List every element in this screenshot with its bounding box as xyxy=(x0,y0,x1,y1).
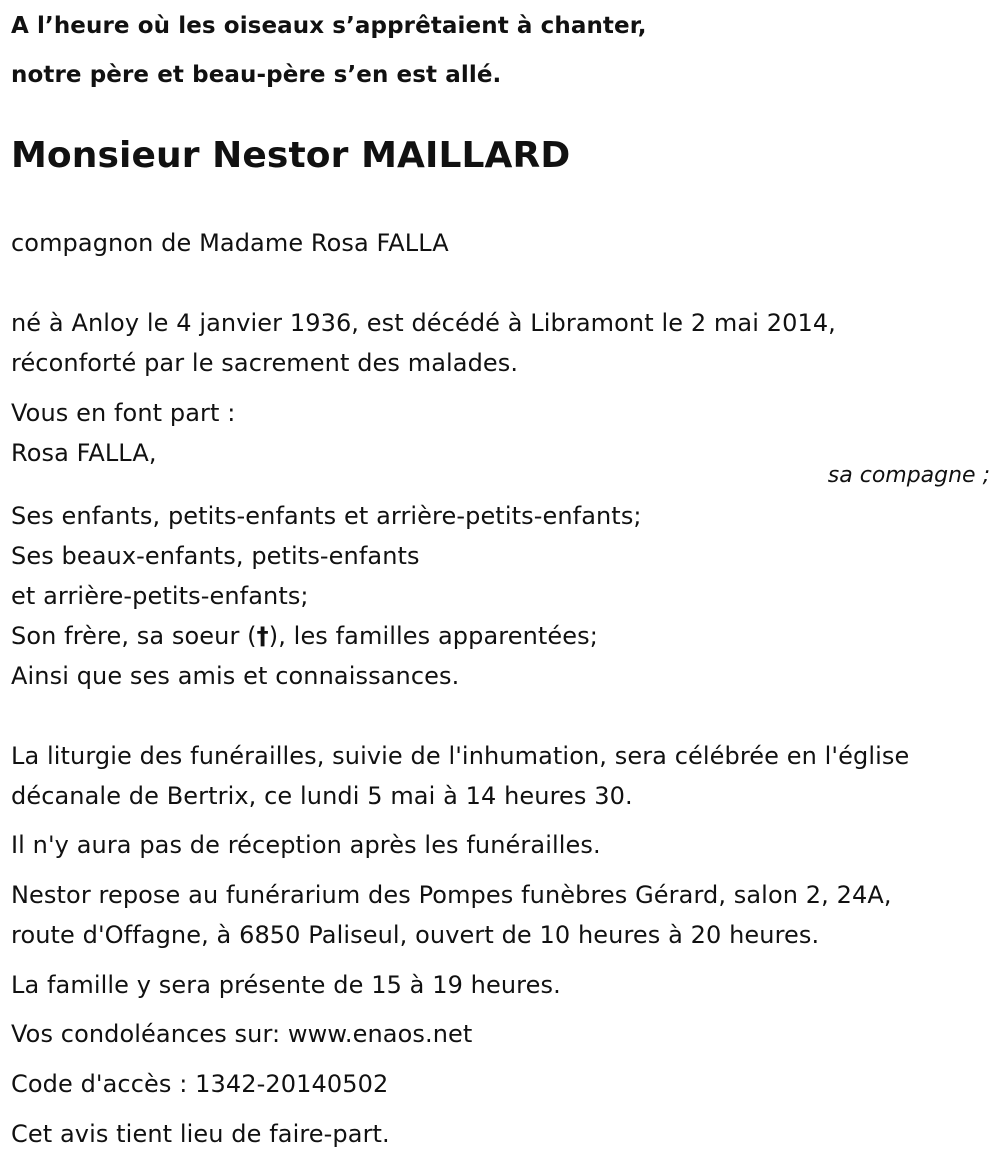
siblings-line xyxy=(11,620,598,652)
rest-line-1: Nestor repose au funérarium des Pompes funèbres Gérard, salon 2, 24A, xyxy=(11,881,892,909)
rest-line-2: route d'Offagne, à 6850 Paliseul, ouvert de 10 heures à 20 heures. xyxy=(11,921,820,949)
cross-icon: † xyxy=(256,622,269,650)
siblings-text-after: ), les familles apparentées; xyxy=(268,622,598,650)
intro-line-2: notre père et beau-père s’en est allé. xyxy=(11,62,502,88)
notice-line: Cet avis tient lieu de faire-part. xyxy=(11,1120,390,1148)
partner-role: sa compagne ; xyxy=(827,463,990,488)
condolences-line: Vos condoléances sur: www.enaos.net xyxy=(11,1020,473,1048)
family-line-2: Ses beaux-enfants, petits-enfants xyxy=(11,542,420,570)
partner-name: Rosa FALLA, xyxy=(11,439,157,467)
access-code-line: Code d'accès : 1342-20140502 xyxy=(11,1070,389,1098)
intro-line-1: A l’heure où les oiseaux s’apprêtaient à chanter, xyxy=(11,13,647,39)
deceased-name: Monsieur Nestor MAILLARD xyxy=(11,135,571,176)
liturgy-line-1: La liturgie des funérailles, suivie de l'inhumation, sera célébrée en l'église xyxy=(11,742,910,770)
birth-death-line-1: né à Anloy le 4 janvier 1936, est décédé à Libramont le 2 mai 2014, xyxy=(11,309,836,337)
friends-line: Ainsi que ses amis et connaissances. xyxy=(11,662,460,690)
companion-line: compagnon de Madame Rosa FALLA xyxy=(11,229,449,257)
no-reception-line: Il n'y aura pas de réception après les funérailles. xyxy=(11,831,601,859)
birth-death-line-2: réconforté par le sacrement des malades. xyxy=(11,349,519,377)
family-presence-line: La famille y sera présente de 15 à 19 heures. xyxy=(11,971,561,999)
family-line-3: et arrière-petits-enfants; xyxy=(11,582,309,610)
announcers-heading: Vous en font part : xyxy=(11,399,236,427)
family-line-1: Ses enfants, petits-enfants et arrière-petits-enfants; xyxy=(11,502,642,530)
liturgy-line-2: décanale de Bertrix, ce lundi 5 mai à 14 heures 30. xyxy=(11,782,633,810)
siblings-text-before: Son frère, sa soeur ( xyxy=(11,622,257,650)
